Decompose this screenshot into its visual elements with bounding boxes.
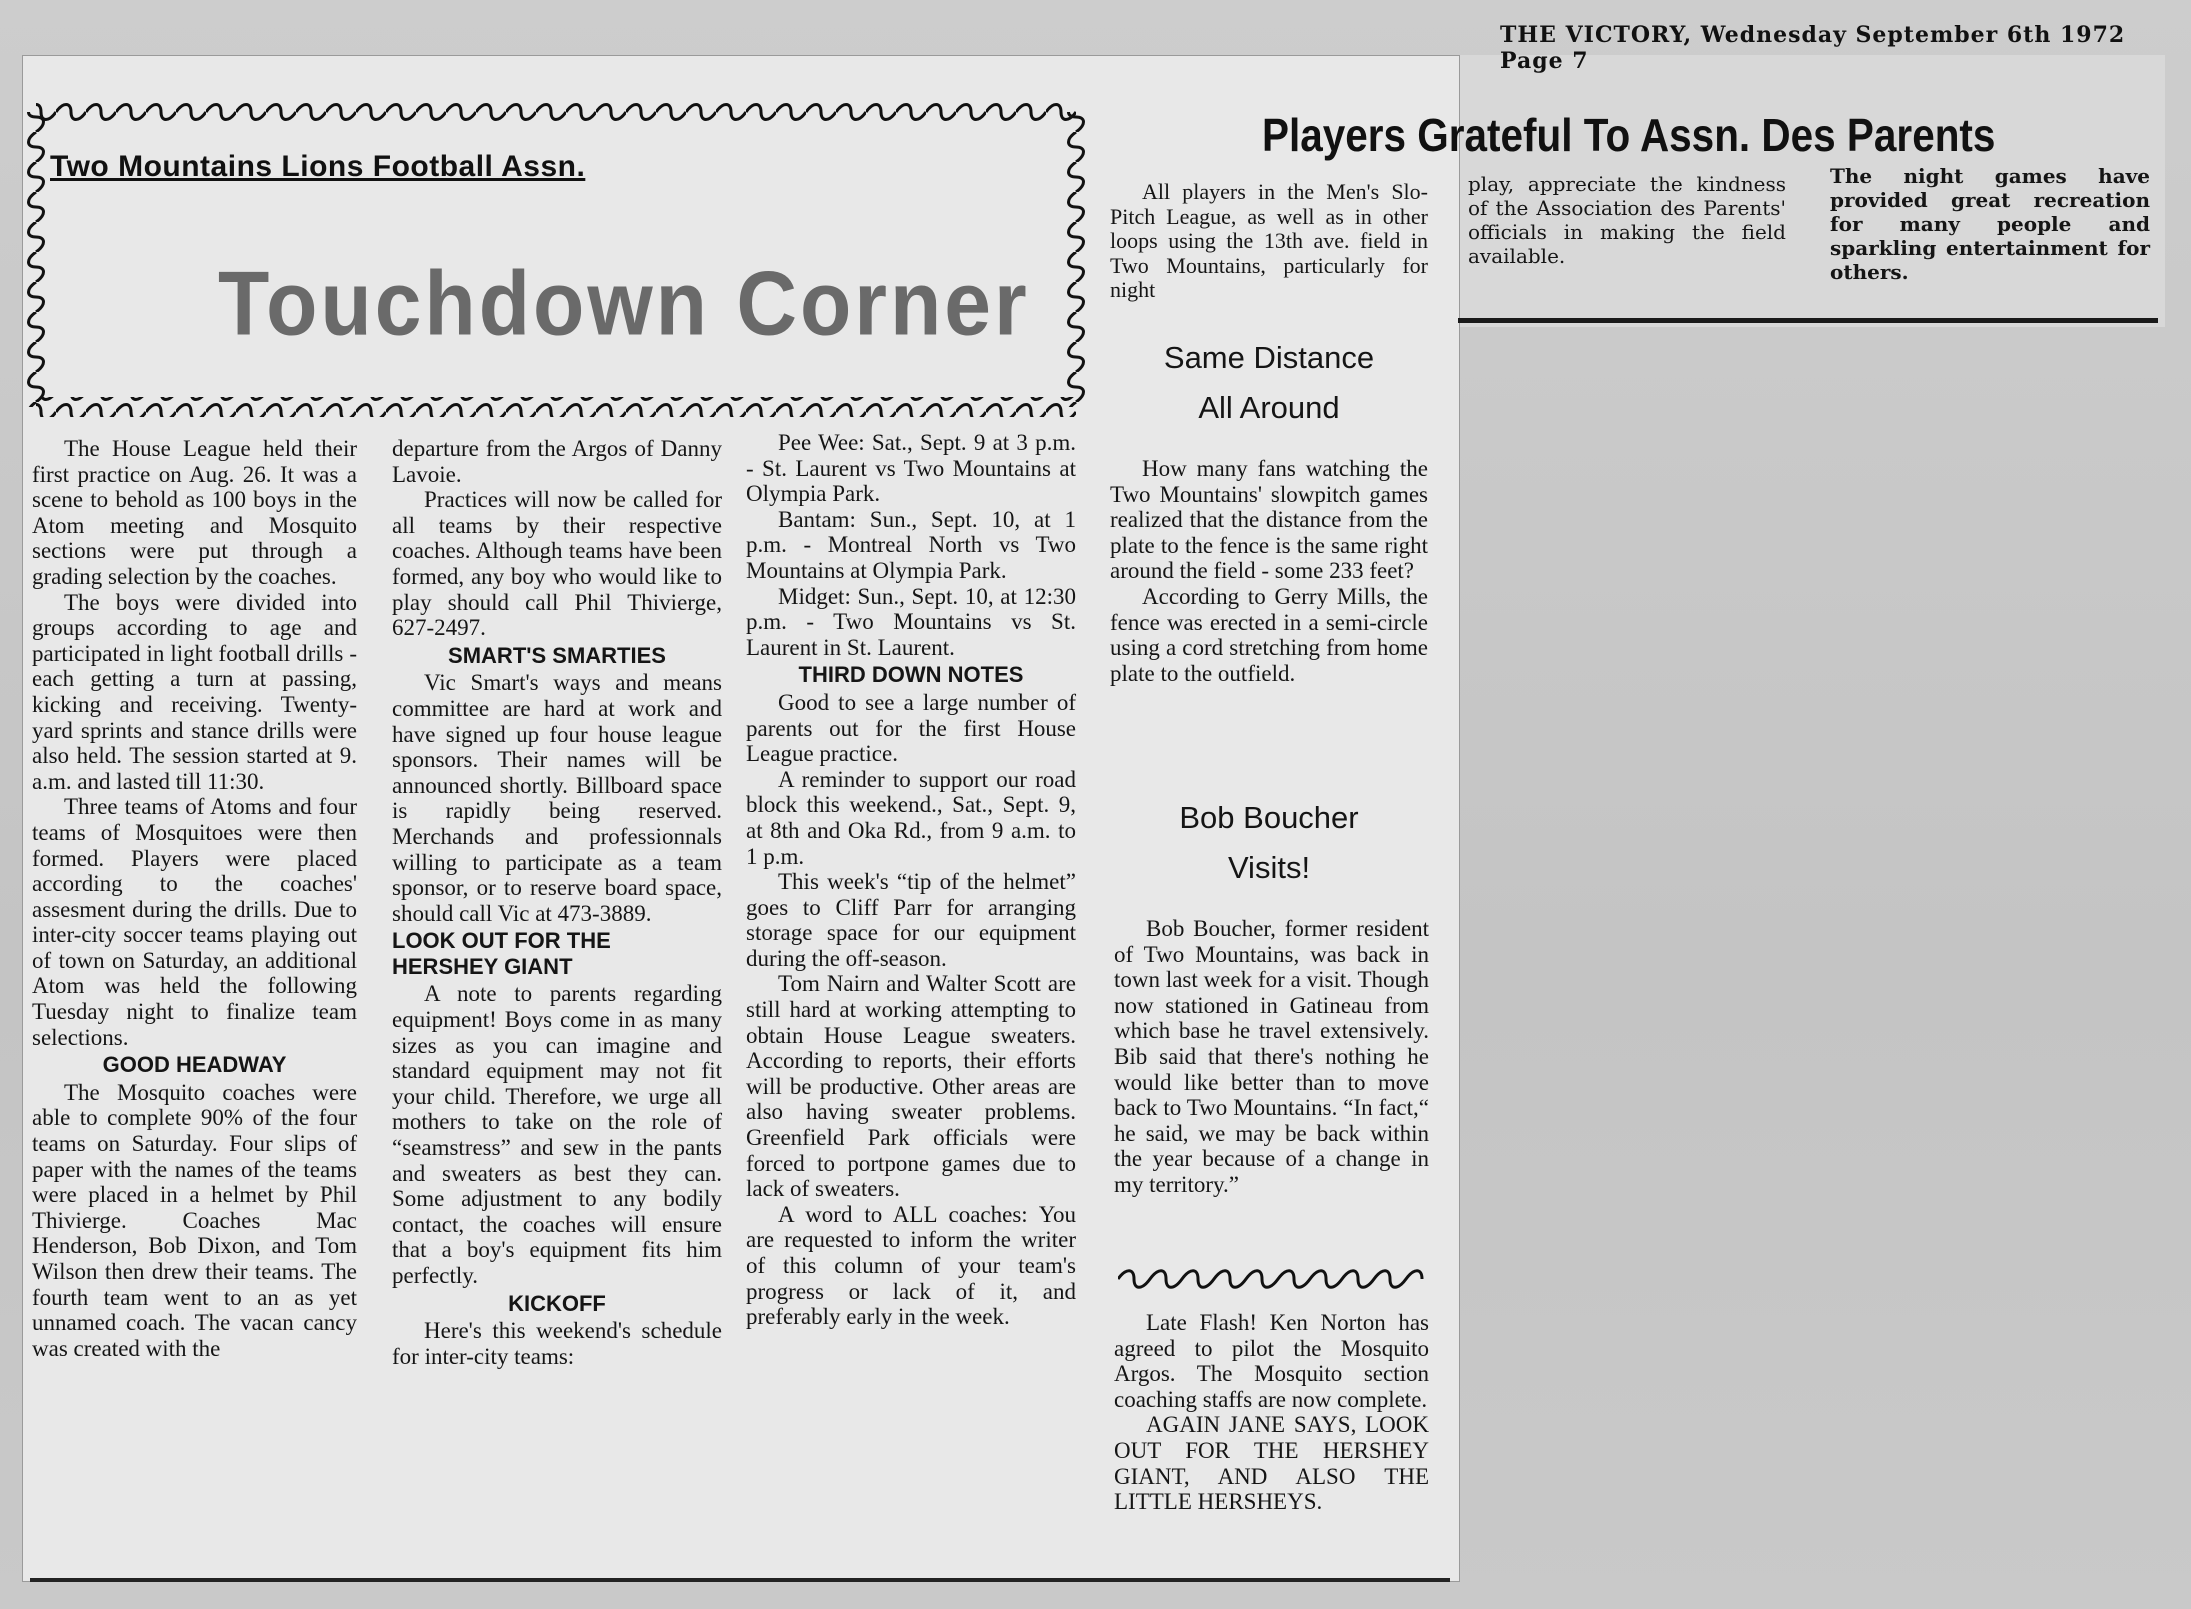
paragraph: AGAIN JANE SAYS, LOOK OUT FOR THE HERSHEY GIANT, AND ALSO THE LITTLE HERSHEYS. bbox=[1114, 1412, 1429, 1515]
paragraph: Pee Wee: Sat., Sept. 9 at 3 p.m. - St. Laurent vs Two Mountains at Olympia Park. bbox=[746, 430, 1076, 507]
paragraph: The Mosquito coaches were able to complete 90% of the four teams on Saturday. Four slips of paper with the names of the teams were placed in a helmet by Phil Thivierge. Coaches Mac Henderson, Bob Dixon, and Tom Wilson then drew their teams. The fourth team went to an as yet unnamed coach. The vacan cancy was created with the bbox=[32, 1079, 357, 1361]
paragraph: Late Flash! Ken Norton has agreed to pilot the Mosquito Argos. The Mosquito section coaching staffs are now complete. bbox=[1114, 1310, 1429, 1412]
headline-line: Bob Boucher bbox=[1179, 800, 1359, 835]
column-4-top bbox=[1110, 456, 1428, 686]
subheading: SMART'S SMARTIES bbox=[448, 642, 666, 668]
paragraph: Good to see a large number of parents out for the first House League practice. bbox=[746, 689, 1076, 767]
column-4-middle bbox=[1114, 916, 1429, 1198]
paragraph: A note to parents regarding equipment! Boys come in as many sizes as you can imagine and standard equipment may not fit your child. Therefore, we urge all mothers to take on the role of “seamstress” and sew in the pants and sweaters as best they can. Some adjustment to any bodily contact, the coaches will ensure that a boy's equipment fits him perfectly. bbox=[392, 981, 722, 1288]
right-article-col-2 bbox=[1468, 172, 1786, 268]
column-2 bbox=[392, 436, 722, 1369]
paragraph: Midget: Sun., Sept. 10, at 12:30 p.m. - Two Mountains vs St. Laurent in St. Laurent. bbox=[746, 583, 1076, 660]
headline-line: Visits! bbox=[1227, 850, 1311, 885]
headline-line: All Around bbox=[1198, 390, 1340, 425]
paragraph: This week's “tip of the helmet” goes to Cliff Parr for arranging storage space for our equipment during the off-season. bbox=[746, 869, 1076, 971]
paragraph: How many fans watching the Two Mountains' slowpitch games realized that the distance from the plate to the fence is the same right around the field - some 233 feet? bbox=[1110, 456, 1428, 584]
paragraph: Vic Smart's ways and means committee are hard at work and have signed up four house league sponsors. Their names will be announced shortly. Billboard space is rapidly being reserved. Merchands and professionnals willing to participate as a team sponsor, or to reserve board space, should call Vic at 473-3889. bbox=[392, 670, 722, 926]
paragraph: According to Gerry Mills, the fence was erected in a semi-circle using a cord stretching from home plate to the outfield. bbox=[1110, 583, 1428, 686]
rule bbox=[1458, 318, 2158, 323]
paragraph: A reminder to support our road block this weekend., Sat., Sept. 9, at 8th and Oka Rd., from 9 a.m. to 1 p.m. bbox=[746, 766, 1076, 869]
paragraph: Bantam: Sun., Sept. 10, at 1 p.m. - Montreal North vs Two Mountains at Olympia Park. bbox=[746, 506, 1076, 583]
paragraph: The night games have provided great recreation for many people and sparkling entertainment for others. bbox=[1830, 164, 2150, 284]
subheading: LOOK OUT FOR THE HERSHEY GIANT bbox=[392, 928, 611, 979]
subheading: GOOD HEADWAY bbox=[102, 1052, 287, 1078]
right-article-col-3 bbox=[1830, 164, 2150, 284]
headline-same-distance bbox=[1110, 340, 1428, 426]
paragraph: All players in the Men's Slo-Pitch League, as well as in other loops using the 13th ave. field in Two Mountains, particularly for night bbox=[1110, 179, 1428, 302]
column-1 bbox=[32, 436, 357, 1361]
section-label: Two Mountains Lions Football Assn. bbox=[50, 150, 586, 183]
paragraph: A word to ALL coaches: You are requested to inform the writer of this column of your team's progress or lack of it, and preferably early in the week. bbox=[746, 1201, 1076, 1330]
column-3 bbox=[746, 430, 1076, 1330]
paragraph: Here's this weekend's schedule for inter-city teams: bbox=[392, 1318, 722, 1369]
masthead: THE VICTORY, Wednesday September 6th 1972 Page 7 bbox=[1500, 22, 2126, 74]
right-article-col-1 bbox=[1110, 180, 1428, 303]
paragraph: The boys were divided into groups according to age and participated in light football drills - each getting a turn at passing, kicking and receiving. Twenty-yard sprints and stance drills were also held. The session started at 9. a.m. and lasted till 11:30. bbox=[32, 589, 357, 794]
paragraph: departure from the Argos of Danny Lavoie. bbox=[392, 436, 722, 487]
subheading: THIRD DOWN NOTES bbox=[798, 662, 1024, 688]
rule bbox=[30, 1578, 1450, 1582]
wavy-divider bbox=[1118, 1268, 1434, 1290]
paragraph: Three teams of Atoms and four teams of Mosquitoes were then formed. Players were placed according to the coaches' assesment during the drills. Due to inter-city soccer teams playing out of town on Saturday, an additional Atom was held the following Tuesday night to finalize team selections. bbox=[32, 794, 357, 1050]
paragraph: Bob Boucher, former resident of Two Mountains, was back in town last week for a visit. Though now stationed in Gatineau from which base he travel extensively. Bib said that there's nothing he would like better than to move back to Two Mountains. “In fact,“ he said, we may be back within the year because of a change in my territory.” bbox=[1114, 916, 1429, 1197]
column-4-bottom bbox=[1114, 1310, 1429, 1515]
headline-line: Same Distance bbox=[1163, 340, 1375, 375]
paragraph: The House League held their first practice on Aug. 26. It was a scene to behold as 100 boys in the Atom meeting and Mosquito sections were put through a grading selection by the coaches. bbox=[32, 436, 357, 589]
paragraph: Tom Nairn and Walter Scott are still hard at working attempting to obtain House League sweaters. According to reports, their efforts will be productive. Other areas are also having sweater problems. Greenfield Park officials were forced to portpone games due to lack of sweaters. bbox=[746, 971, 1076, 1202]
paragraph: play, appreciate the kindness of the Association des Parents' officials in making the field available. bbox=[1468, 172, 1786, 268]
subheading: KICKOFF bbox=[508, 1290, 606, 1316]
article-headline: Players Grateful To Assn. Des Parents bbox=[1262, 109, 1996, 161]
paragraph: Practices will now be called for all teams by their respective coaches. Although teams have been formed, any boy who would like to play should call Phil Thivierge, 627-2497. bbox=[392, 487, 722, 641]
article-title: Touchdown Corner bbox=[218, 252, 1030, 354]
headline-bob-boucher bbox=[1110, 800, 1428, 886]
